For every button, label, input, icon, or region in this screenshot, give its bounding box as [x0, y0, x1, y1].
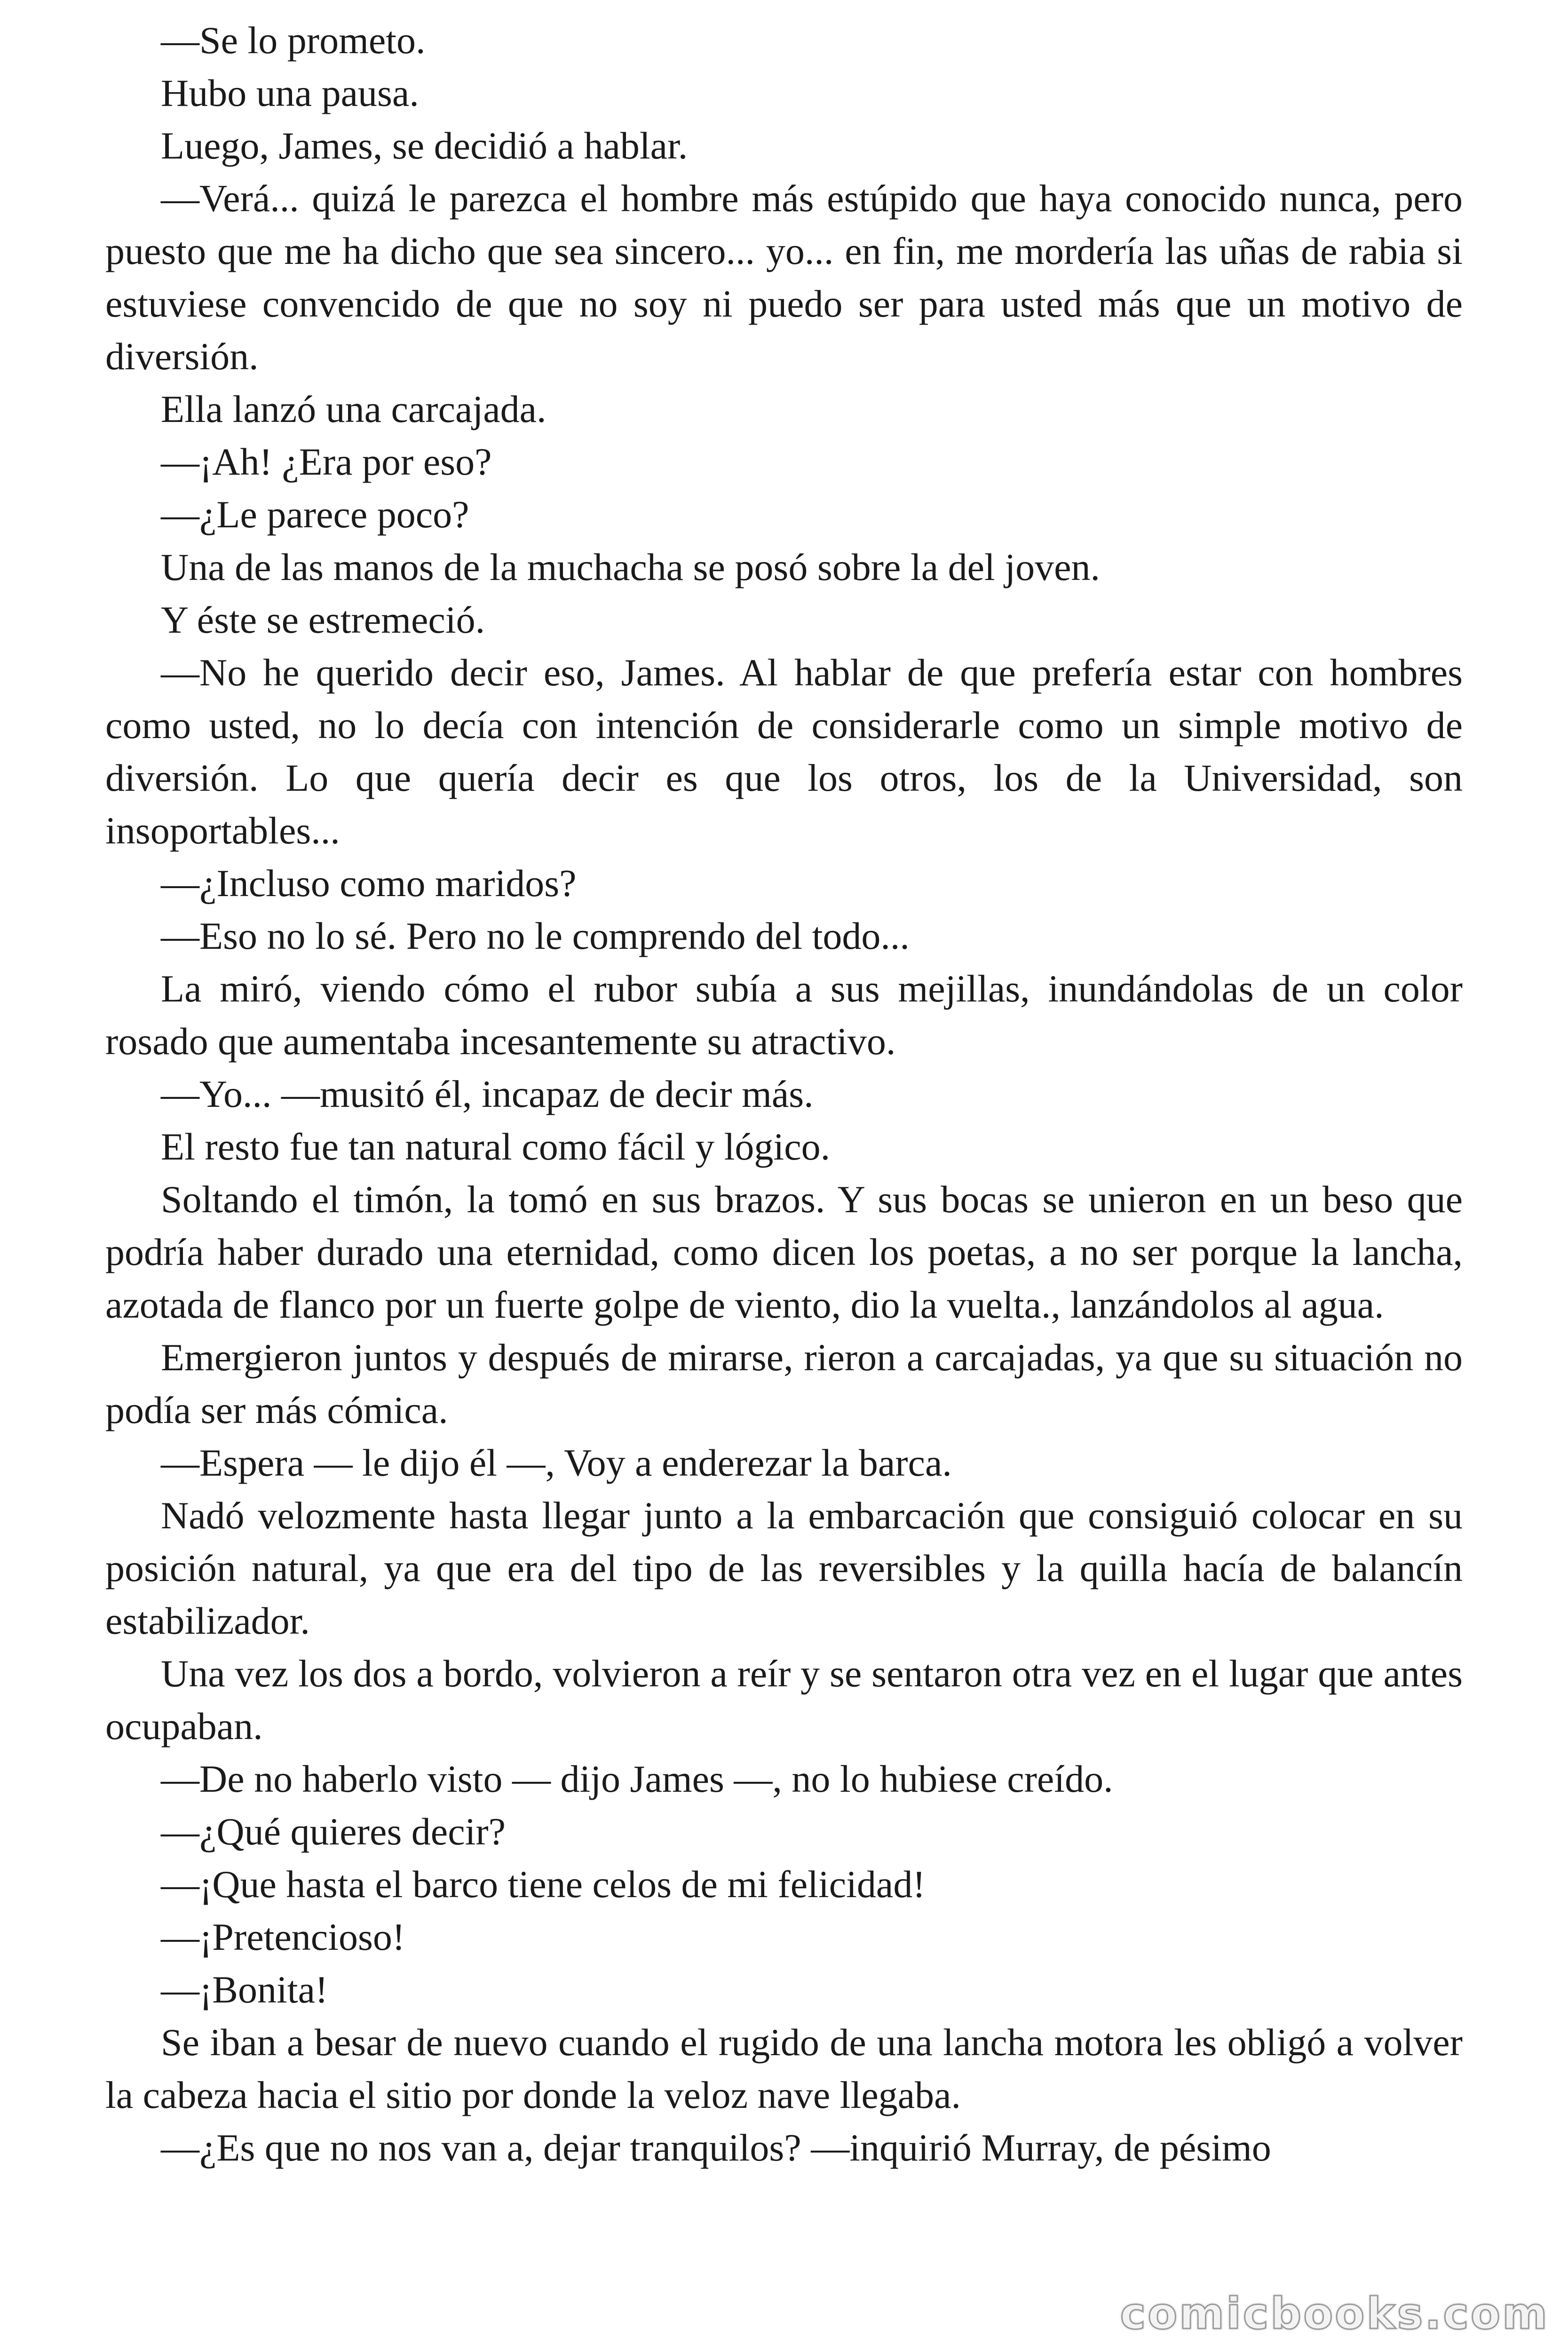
- paragraph: Se iban a besar de nuevo cuando el rugido de una lancha motora les obligó a volver la cabeza hacia el sitio por donde la veloz nave llegaba.: [105, 2021, 1463, 2116]
- book-page-text: [105, 14, 1463, 2174]
- paragraph: —Verá... quizá le parezca el hombre más estúpido que haya conocido nunca, pero puesto que me ha dicho que sea sincero... yo... en fin, me mordería las uñas de rabia si estuviese convencido de que no soy ni puedo ser para usted más que un motivo de diversión.: [105, 177, 1463, 378]
- watermark-logo: comicbooks.com: [1120, 2288, 1549, 2339]
- paragraph: Luego, James, se decidió a hablar.: [161, 124, 688, 167]
- paragraph: —Se lo prometo.: [161, 19, 426, 62]
- paragraph: Una vez los dos a bordo, volvieron a reír y se sentaron otra vez en el lugar que antes ocupaban.: [105, 1652, 1463, 1748]
- paragraph: Una de las manos de la muchacha se posó sobre la del joven.: [161, 546, 1100, 588]
- paragraph: —No he querido decir eso, James. Al hablar de que prefería estar con hombres como usted, no lo decía con intención de considerarle como un simple motivo de diversión. Lo que quería decir es que los otros, los de la Universidad, son insoportables...: [105, 651, 1463, 852]
- paragraph: Emergieron juntos y después de mirarse, rieron a carcajadas, ya que su situación no podía ser más cómica.: [105, 1336, 1463, 1431]
- paragraph: —¡Ah! ¿Era por eso?: [161, 440, 492, 483]
- paragraph: —Yo... —musitó él, incapaz de decir más.: [161, 1073, 814, 1115]
- paragraph: —¿Incluso como maridos?: [161, 862, 577, 905]
- paragraph: —¡Bonita!: [161, 1968, 328, 2011]
- paragraph: —Eso no lo sé. Pero no le comprendo del todo...: [161, 914, 910, 957]
- paragraph: Nadó velozmente hasta llegar junto a la embarcación que consiguió colocar en su posición natural, ya que era del tipo de las reversibles y la quilla hacía de balancín estabilizador.: [105, 1494, 1463, 1642]
- paragraph: —¿Qué quieres decir?: [161, 1810, 506, 1853]
- paragraph: Soltando el timón, la tomó en sus brazos. Y sus bocas se unieron en un beso que podría haber durado una eternidad, como dicen los poetas, a no ser porque la lancha, azotada de flanco por un fuerte golpe de viento, dio la vuelta., lanzándolos al agua.: [105, 1178, 1463, 1326]
- paragraph: —¡Que hasta el barco tiene celos de mi felicidad!: [161, 1863, 926, 1906]
- paragraph: Y éste se estremeció.: [161, 598, 485, 641]
- paragraph: —¿Es que no nos van a, dejar tranquilos? —inquirió Murray, de pésimo: [161, 2126, 1271, 2169]
- paragraph: —De no haberlo visto — dijo James —, no lo hubiese creído.: [161, 1757, 1113, 1800]
- paragraph: —¡Pretencioso!: [161, 1915, 405, 1958]
- paragraph: Hubo una pausa.: [161, 72, 419, 114]
- paragraph: El resto fue tan natural como fácil y lógico.: [161, 1125, 831, 1168]
- paragraph: Ella lanzó una carcajada.: [161, 388, 546, 430]
- paragraph: —¿Le parece poco?: [161, 493, 469, 536]
- paragraph: La miró, viendo cómo el rubor subía a sus mejillas, inundándolas de un color rosado que aumentaba incesantemente su atractivo.: [105, 967, 1463, 1063]
- paragraph: —Espera — le dijo él —, Voy a enderezar la barca.: [161, 1441, 952, 1484]
